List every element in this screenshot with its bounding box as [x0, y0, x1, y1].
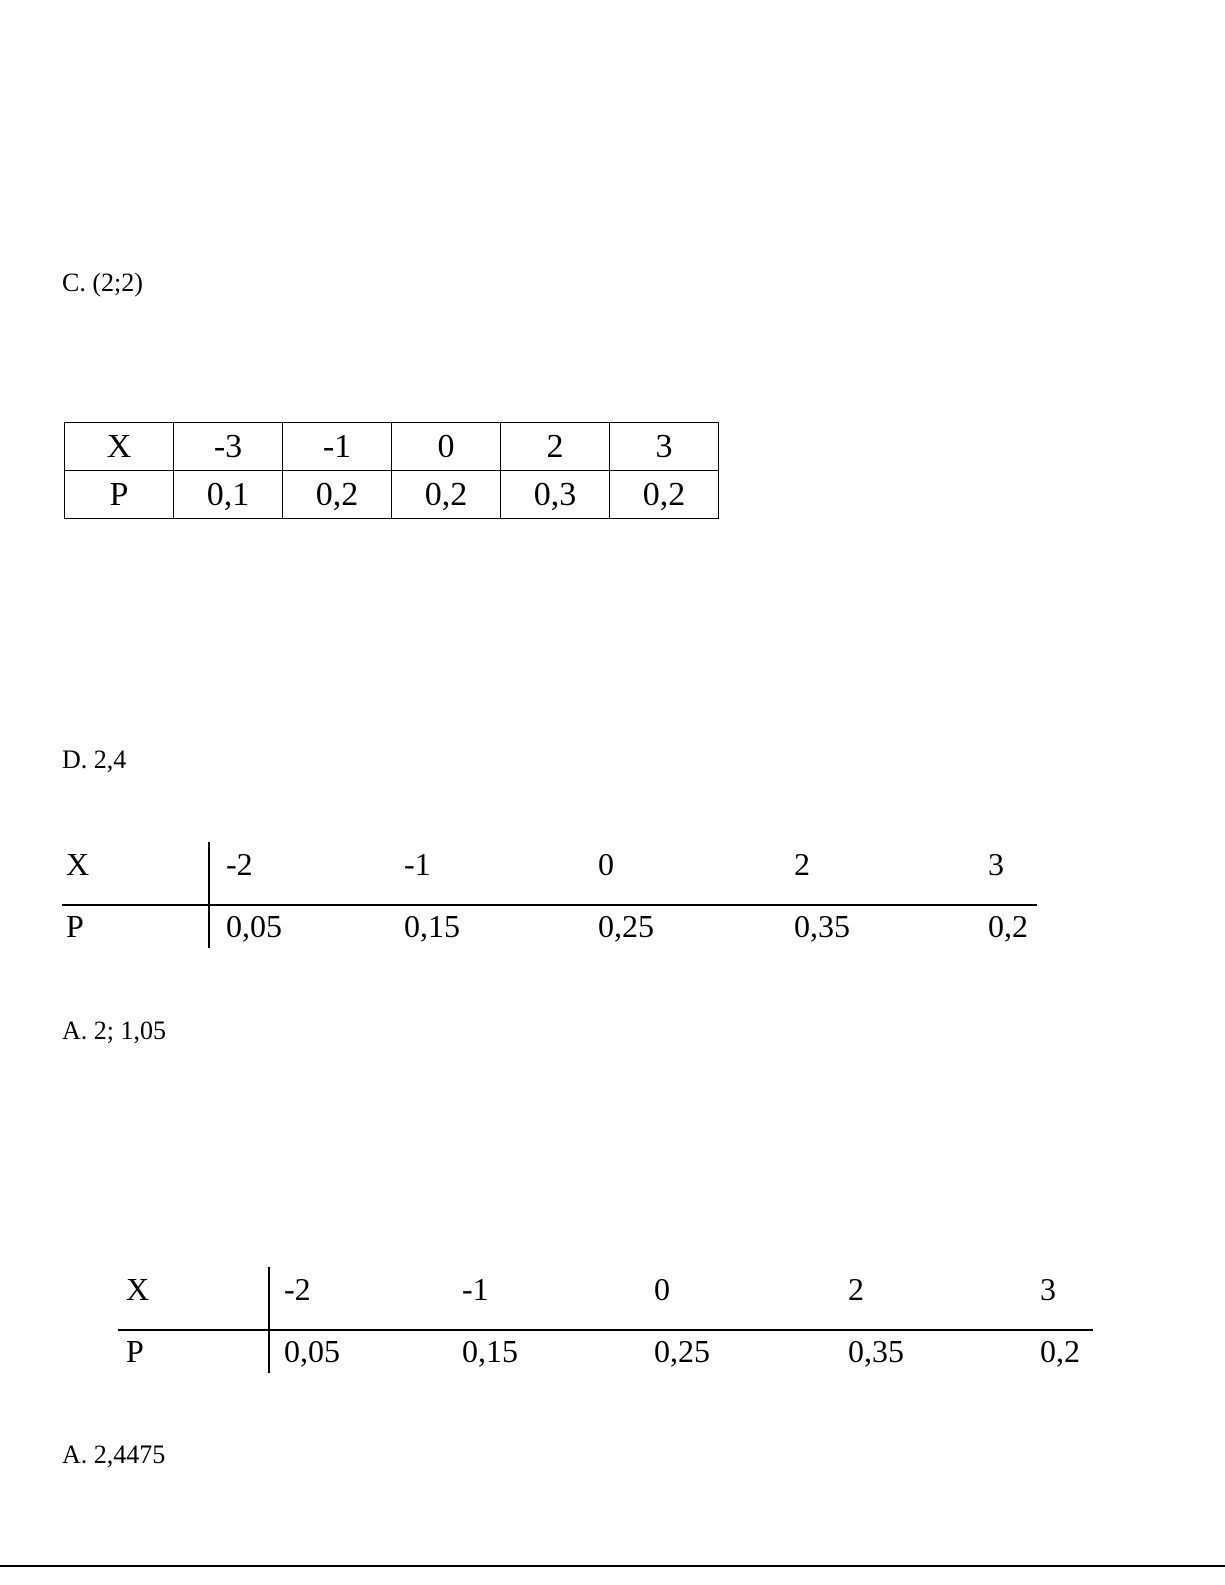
row-label-x: X	[66, 846, 90, 882]
table-cell: 2	[501, 423, 610, 471]
table-cell: 0,05	[284, 1333, 340, 1369]
table-cell: 0,2	[392, 471, 501, 519]
distribution-table-boxed	[64, 422, 719, 519]
row-label-p: P	[126, 1333, 144, 1369]
row-label-x: X	[65, 423, 174, 471]
table-row-x	[118, 1263, 1093, 1315]
answer-option-d: D. 2,4	[62, 745, 127, 774]
table-row-p	[118, 1325, 1093, 1377]
distribution-table-open	[62, 838, 1037, 950]
row-label-p: P	[66, 908, 84, 944]
table-cell: 0	[654, 1271, 670, 1307]
table-row-p	[62, 900, 1037, 952]
table-cell: 0,35	[794, 908, 850, 944]
table-cell: -1	[283, 423, 392, 471]
table-row-p	[65, 471, 719, 519]
answer-option-a: A. 2,4475	[62, 1440, 166, 1469]
table-cell: 0,05	[226, 908, 282, 944]
table-cell: 0,25	[598, 908, 654, 944]
table-row-x	[65, 423, 719, 471]
table-cell: 0	[598, 846, 614, 882]
table-cell: -2	[284, 1271, 311, 1307]
table-cell: 0,25	[654, 1333, 710, 1369]
table-cell: -1	[462, 1271, 489, 1307]
table-cell: 0,3	[501, 471, 610, 519]
table-cell: 3	[610, 423, 719, 471]
table-cell: 0	[392, 423, 501, 471]
distribution-table-open	[118, 1263, 1093, 1375]
table-cell: 0,15	[462, 1333, 518, 1369]
row-label-x: X	[126, 1271, 150, 1307]
page-bottom-divider	[0, 1565, 1225, 1567]
table-cell: -2	[226, 846, 253, 882]
answer-option-c: C. (2;2)	[62, 268, 143, 297]
answer-option-a: A. 2; 1,05	[62, 1016, 166, 1045]
table-cell: 3	[988, 846, 1004, 882]
table-cell: 0,2	[283, 471, 392, 519]
table-cell: -3	[174, 423, 283, 471]
table-cell: 0,15	[404, 908, 460, 944]
table-cell: 3	[1040, 1271, 1056, 1307]
table-cell: -1	[404, 846, 431, 882]
table-cell: 0,2	[1040, 1333, 1080, 1369]
table-cell: 0,35	[848, 1333, 904, 1369]
row-label-p: P	[65, 471, 174, 519]
table-cell: 0,1	[174, 471, 283, 519]
table-cell: 2	[794, 846, 810, 882]
table-cell: 0,2	[610, 471, 719, 519]
table-cell: 0,2	[988, 908, 1028, 944]
table-cell: 2	[848, 1271, 864, 1307]
